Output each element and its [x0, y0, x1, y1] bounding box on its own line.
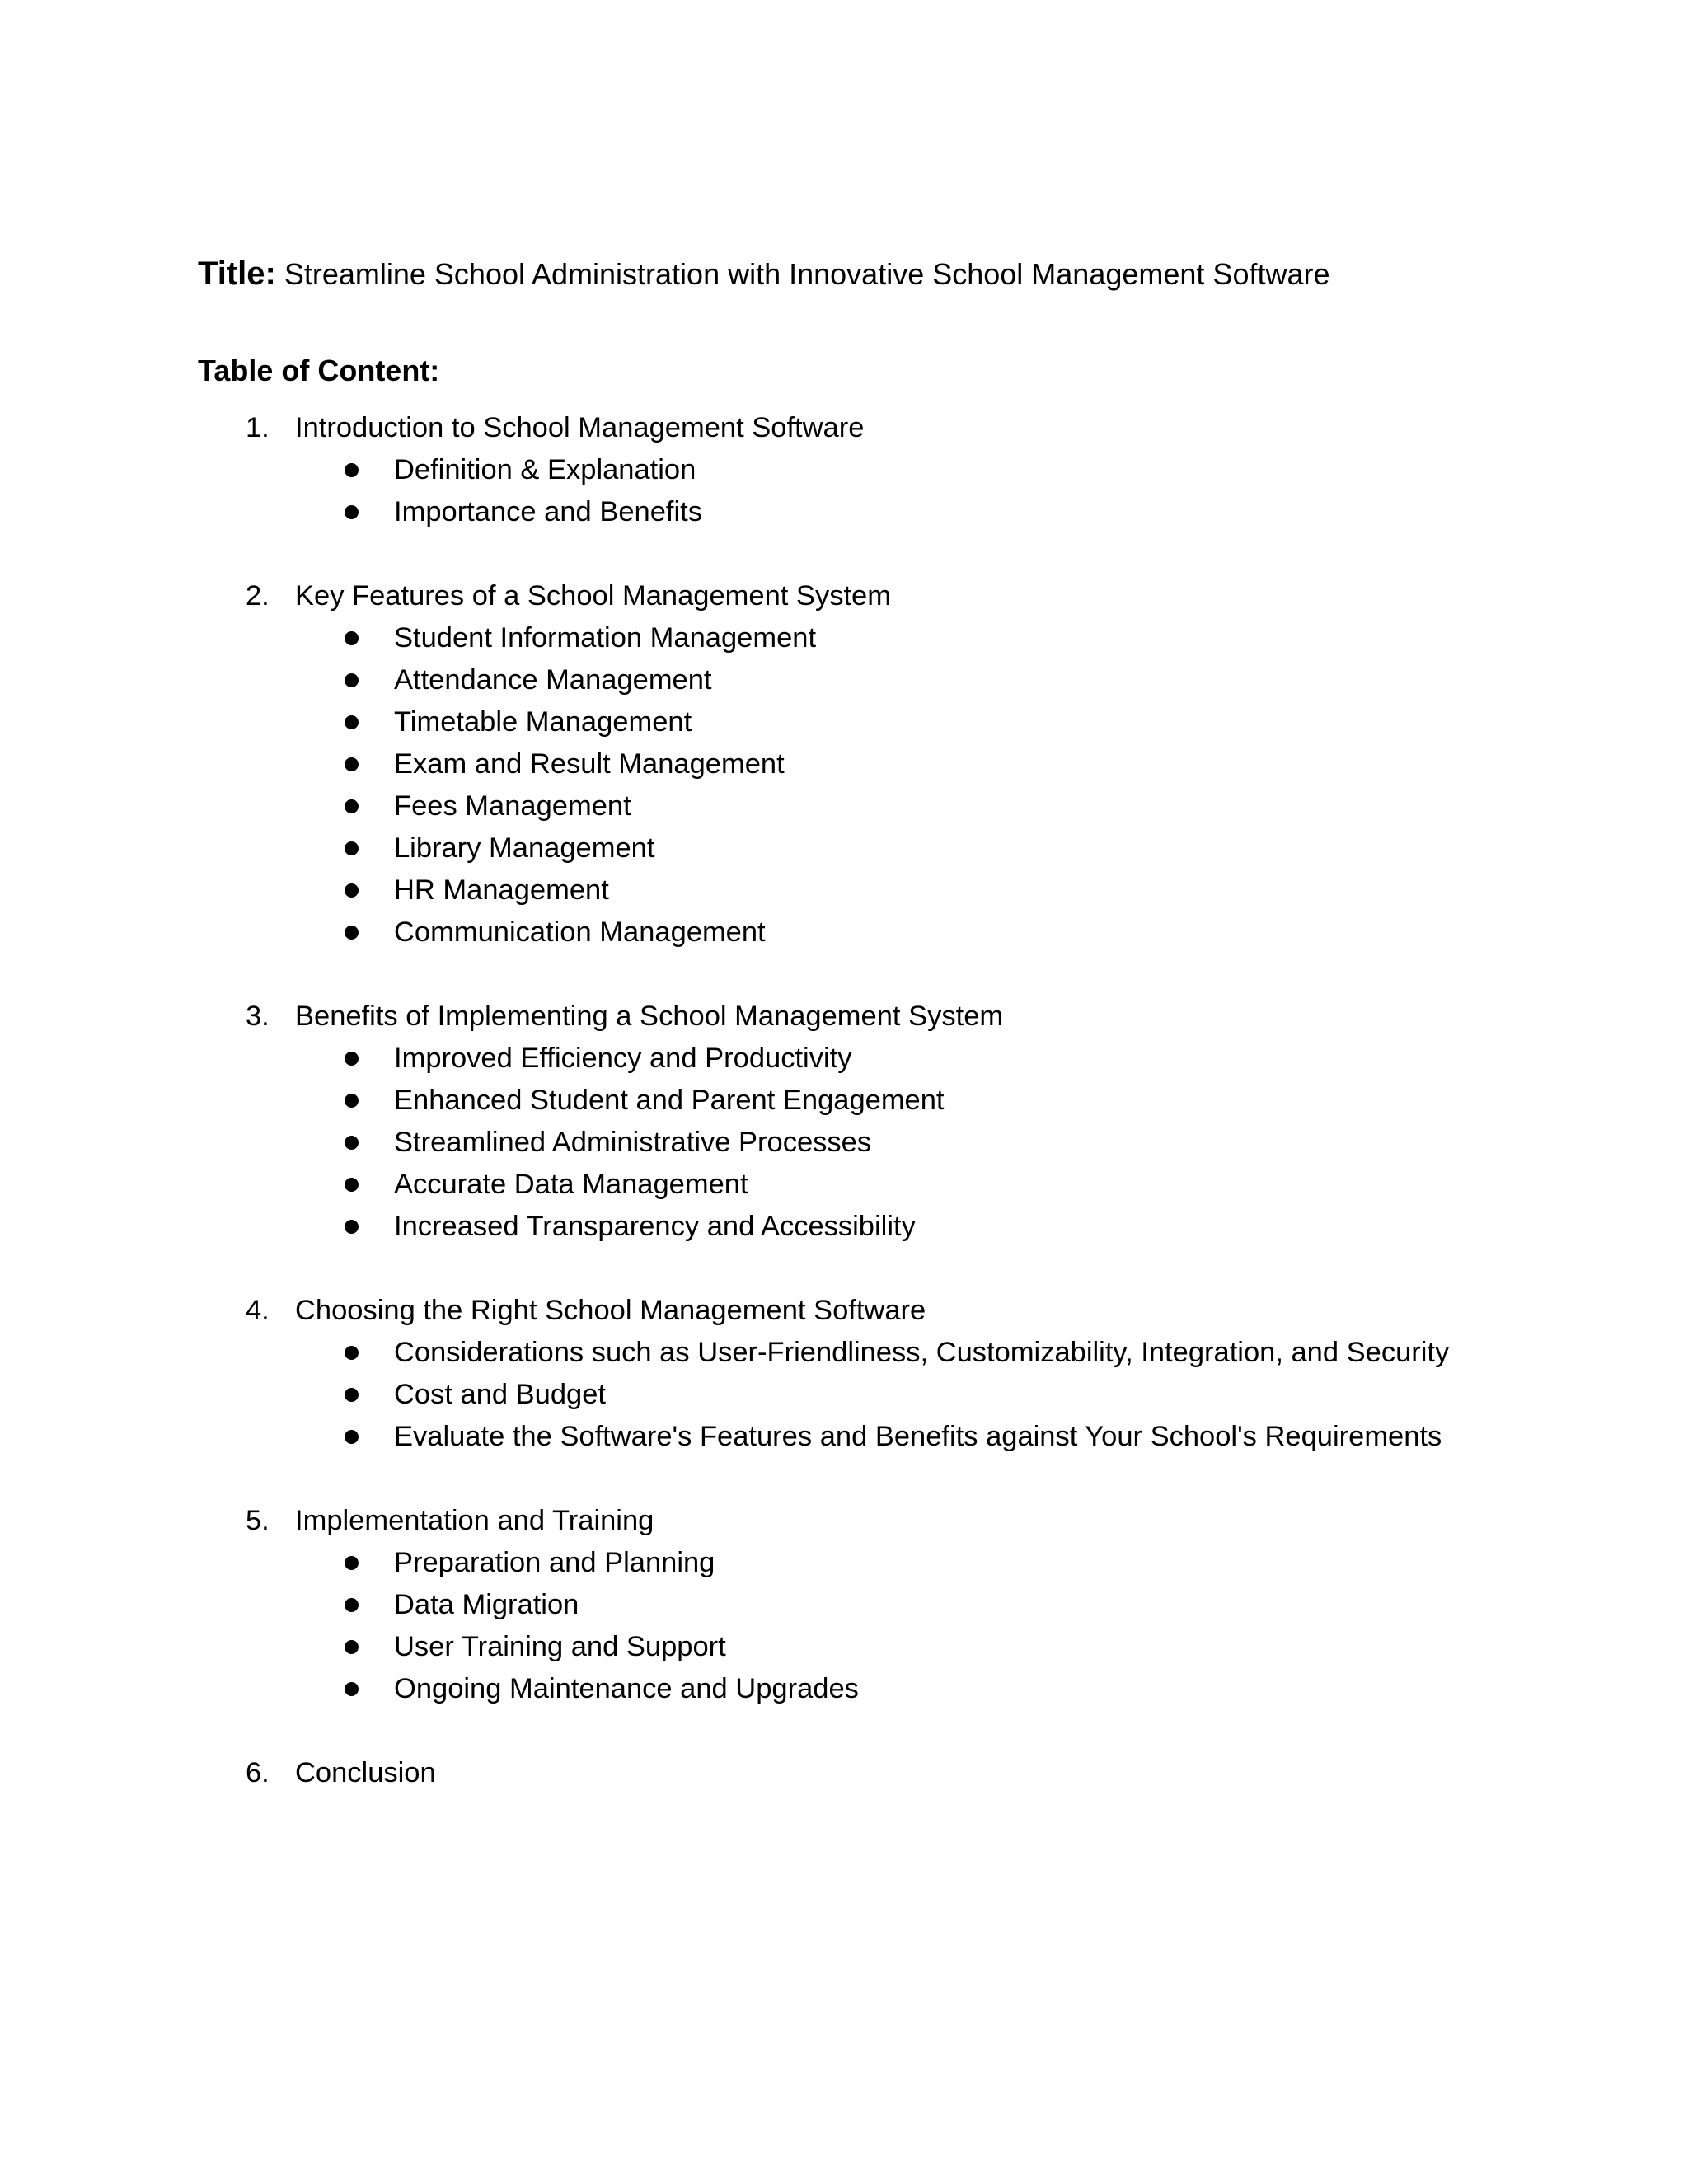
toc-section-heading [0, 1752, 1688, 1794]
list-item-text: Definition & Explanation [394, 454, 696, 485]
list-item-text: Accurate Data Management [394, 1169, 748, 1200]
title-label: Title: [198, 255, 276, 292]
bullet-icon [345, 1640, 359, 1654]
bullet-icon [345, 1556, 359, 1570]
toc-section [0, 996, 1688, 1248]
section-title: Implementation and Training [295, 1505, 654, 1536]
bullet-icon [345, 1178, 359, 1192]
list-item-text: HR Management [394, 874, 609, 906]
toc-section [0, 407, 1688, 533]
list-item [0, 1542, 1688, 1584]
list-item [0, 491, 1688, 533]
toc-section [0, 1290, 1688, 1458]
section-number: 3. [246, 1001, 270, 1032]
list-item [0, 869, 1688, 912]
section-title: Conclusion [295, 1757, 436, 1788]
toc-sub-list [0, 1038, 1688, 1248]
section-title: Benefits of Implementing a School Management System [295, 1001, 1004, 1032]
toc-sub-list [0, 1542, 1688, 1710]
list-item [0, 785, 1688, 827]
list-item [0, 1374, 1688, 1416]
list-item-text: Communication Management [394, 916, 766, 948]
bullet-icon [345, 1052, 359, 1066]
list-item [0, 701, 1688, 743]
bullet-icon [345, 1136, 359, 1150]
toc-sub-list [0, 1332, 1688, 1458]
list-item [0, 912, 1688, 954]
bullet-icon [345, 673, 359, 687]
list-item-text: User Training and Support [394, 1631, 726, 1662]
bullet-icon [345, 715, 359, 729]
list-item [0, 659, 1688, 701]
list-item-text: Attendance Management [394, 664, 712, 696]
bullet-icon [345, 1598, 359, 1612]
table-of-contents [0, 407, 1688, 1836]
toc-section [0, 1500, 1688, 1710]
toc-section-heading [0, 407, 1688, 449]
bullet-icon [345, 505, 359, 519]
list-item-text: Importance and Benefits [394, 496, 702, 527]
toc-sub-list [0, 449, 1688, 533]
list-item [0, 1584, 1688, 1626]
section-number: 2. [246, 580, 270, 612]
list-item-text: Student Information Management [394, 622, 817, 654]
list-item [0, 1080, 1688, 1122]
list-item-text: Enhanced Student and Parent Engagement [394, 1085, 945, 1116]
toc-heading: Table of Content: [198, 354, 440, 387]
list-item [0, 743, 1688, 785]
list-item [0, 1206, 1688, 1248]
list-item [0, 1122, 1688, 1164]
list-item [0, 617, 1688, 659]
section-title: Choosing the Right School Management Software [295, 1295, 926, 1326]
bullet-icon [345, 799, 359, 813]
document-title [198, 249, 1330, 299]
list-item [0, 1038, 1688, 1080]
bullet-icon [345, 1682, 359, 1696]
toc-section-heading [0, 996, 1688, 1038]
list-item-text: Timetable Management [394, 706, 692, 738]
toc-section-heading [0, 1290, 1688, 1332]
toc-sub-list [0, 617, 1688, 954]
bullet-icon [345, 1220, 359, 1234]
list-item [0, 1164, 1688, 1206]
section-number: 1. [246, 412, 270, 443]
list-item [0, 1668, 1688, 1710]
list-item-text: Evaluate the Software's Features and Benefits against Your School's Requirements [394, 1421, 1442, 1452]
list-item-text: Fees Management [394, 790, 631, 822]
bullet-icon [345, 926, 359, 940]
list-item [0, 1626, 1688, 1668]
bullet-icon [345, 841, 359, 855]
bullet-icon [345, 883, 359, 898]
list-item-text: Streamlined Administrative Processes [394, 1127, 872, 1158]
bullet-icon [345, 1430, 359, 1444]
section-number: 6. [246, 1757, 270, 1788]
bullet-icon [345, 1388, 359, 1402]
list-item-text: Library Management [394, 832, 655, 864]
list-item [0, 449, 1688, 491]
list-item [0, 1416, 1688, 1458]
section-number: 4. [246, 1295, 270, 1326]
toc-section-heading [0, 575, 1688, 617]
list-item-text: Cost and Budget [394, 1379, 607, 1410]
section-number: 5. [246, 1505, 270, 1536]
bullet-icon [345, 757, 359, 771]
bullet-icon [345, 631, 359, 645]
bullet-icon [345, 463, 359, 477]
list-item [0, 827, 1688, 869]
list-item-text: Improved Efficiency and Productivity [394, 1043, 852, 1074]
list-item-text: Increased Transparency and Accessibility [394, 1211, 916, 1242]
list-item [0, 1332, 1688, 1374]
bullet-icon [345, 1094, 359, 1108]
list-item-text: Preparation and Planning [394, 1547, 715, 1578]
title-text: Streamline School Administration with Innovative School Management Software [275, 257, 1330, 291]
section-title: Introduction to School Management Software [295, 412, 865, 443]
toc-section [0, 575, 1688, 954]
bullet-icon [345, 1346, 359, 1360]
list-item-text: Data Migration [394, 1589, 579, 1620]
list-item-text: Ongoing Maintenance and Upgrades [394, 1673, 859, 1704]
list-item-text: Considerations such as User-Friendliness, Customizability, Integration, and Security [394, 1337, 1450, 1368]
section-title: Key Features of a School Management System [295, 580, 891, 612]
toc-section [0, 1752, 1688, 1794]
toc-section-heading [0, 1500, 1688, 1542]
list-item-text: Exam and Result Management [394, 748, 785, 780]
